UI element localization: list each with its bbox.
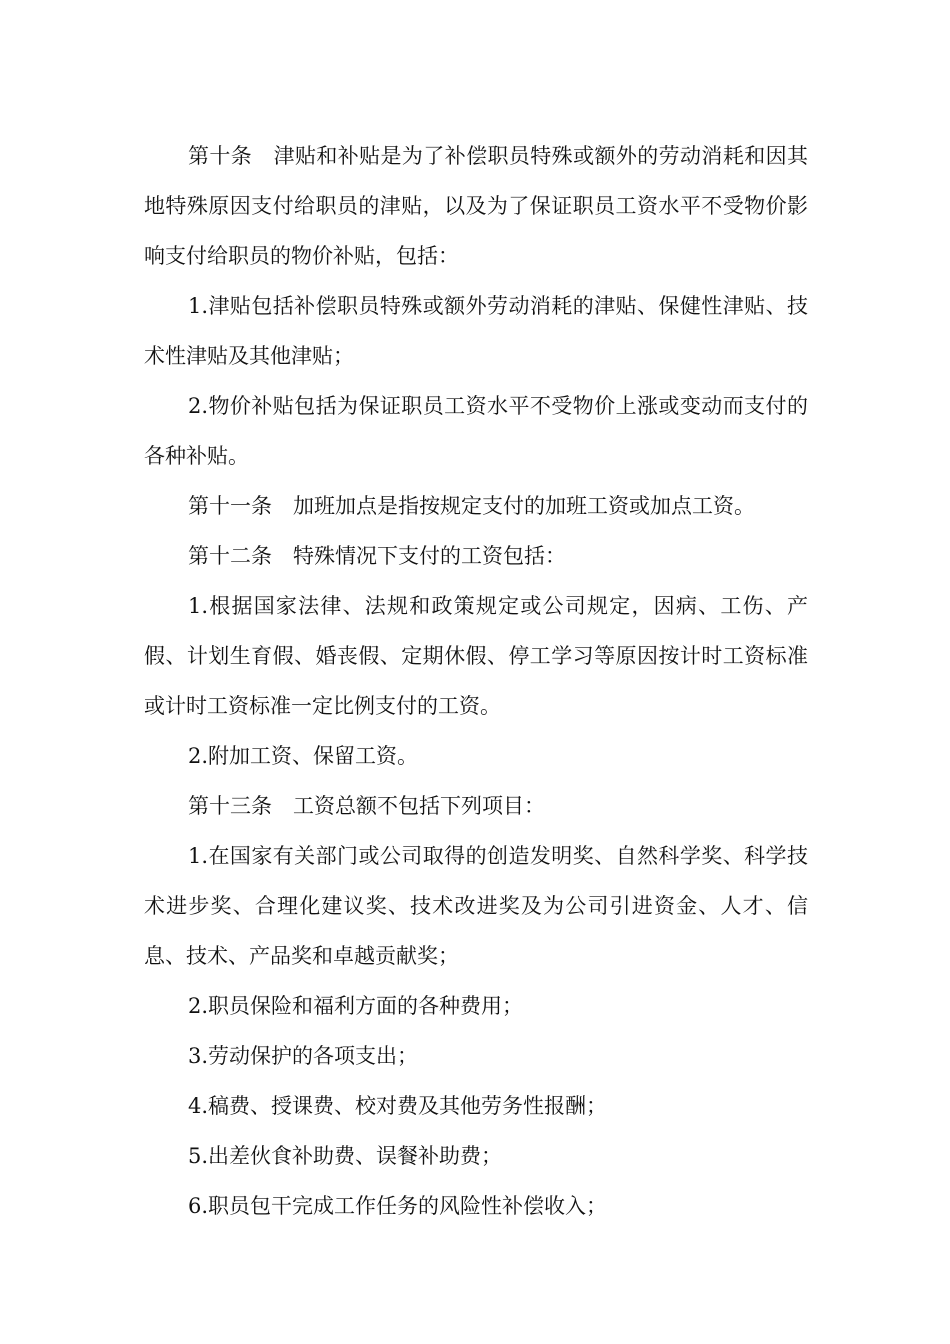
article-13-item-5: 5.出差伙食补助费、误餐补助费； [188,1144,503,1168]
article-10-item-1: 1.津贴包括补偿职员特殊或额外劳动消耗的津贴、保健性津贴、技术性津贴及其他津贴； [144,294,808,368]
article-13-item-6: 6.职员包干完成工作任务的风险性补偿收入； [188,1194,608,1218]
article-10-paragraph: 第十条 津贴和补贴是为了补偿职员特殊或额外的劳动消耗和因其地特殊原因支付给职员的津贴，以及为了保证职员工资水平不受物价影响支付给职员的物价补贴，包括： [144,144,808,268]
article-13-item-4: 4.稿费、授课费、校对费及其他劳务性报酬； [188,1094,608,1118]
article-13-paragraph: 第十三条 工资总额不包括下列项目： [188,794,545,818]
article-12-item-2: 2.附加工资、保留工资。 [188,744,419,768]
article-13-item-1: 1.在国家有关部门或公司取得的创造发明奖、自然科学奖、科学技术进步奖、合理化建议奖、技术改进奖及为公司引进资金、人才、信息、技术、产品奖和卓越贡献奖； [144,844,808,968]
article-11-paragraph: 第十一条 加班加点是指按规定支付的加班工资或加点工资。 [188,494,755,518]
article-13-item-2: 2.职员保险和福利方面的各种费用； [188,994,524,1018]
article-13-item-3: 3.劳动保护的各项支出； [188,1044,419,1068]
article-10-item-2: 2.物价补贴包括为保证职员工资水平不受物价上涨或变动而支付的各种补贴。 [144,394,808,468]
article-12-paragraph: 第十二条 特殊情况下支付的工资包括： [188,544,566,568]
article-12-item-1: 1.根据国家法律、法规和政策规定或公司规定，因病、工伤、产假、计划生育假、婚丧假、定期休假、停工学习等原因按计时工资标准或计时工资标准一定比例支付的工资。 [144,594,808,718]
document-body [144,131,808,1231]
